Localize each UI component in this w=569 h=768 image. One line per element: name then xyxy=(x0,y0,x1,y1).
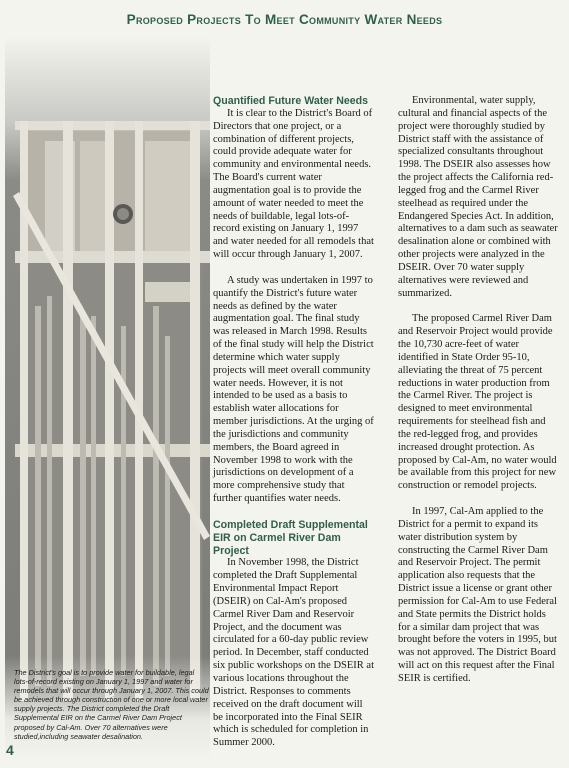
section-heading-draft-seir: Completed Draft Supplemental EIR on Carmel River Dam Project xyxy=(213,518,368,557)
paragraph: The proposed Carmel River Dam and Reservoir Project would provide the 10,730 acre-feet of water identified in State Order 95-10, alleviating the threat of 75 percent reductions in water production from the Carmel River. The project is designed to meet environmental requirements for steelhead fish and the red-legged frog, and provides increased drought protection. As proposed by Cal-Am, no water would be available from this project for new construction or remodel projects. xyxy=(398,313,557,492)
text-column-right xyxy=(398,95,560,699)
page-number: 4 xyxy=(6,742,14,758)
paragraph: It is clear to the District's Board of Directors that one project, or a combination of different projects, could provide adequate water for community and environmental needs. The Board's current water augmentation goal is to provide the amount of water needed to meet the needs of buildable, legal lots-of-record existing on January 1, 1997 and water needed for all remodels that will occur through January 1, 2007. xyxy=(213,107,374,261)
section-heading-future-needs: Quantified Future Water Needs xyxy=(213,95,369,107)
construction-photo xyxy=(5,36,210,761)
paragraph: Environmental, water supply, cultural and financial aspects of the project were thoroughly studied by District staff with the assistance of specialized consultants throughout 1998. The DSEIR also assesses how the project affects the California red-legged frog and the Carmel River steelhead as required under the Endangered Species Act. In addition, alternatives to a dam such as seawater desalination alone or combined with other projects were analyzed in the DSEIR. Over 70 water supply alternatives were reviewed and summarized. xyxy=(398,95,558,299)
paragraph: In 1997, Cal-Am applied to the District for a permit to expand its water distribution system by constructing the Carmel River Dam and Reservoir Project. The permit application also requests that the District issue a license or grant other permission for Cal-Am to use Federal and State permits the District holds for a similar dam project that was brought before the voters in 1995, but was not approved. The District Board will act on this request after the Final SEIR is certified. xyxy=(398,506,557,684)
text-column-left xyxy=(213,95,375,763)
page-title: Proposed Projects To Meet Community Water Needs xyxy=(126,12,443,28)
photo-caption: The District's goal is to provide water for buildable, legal lots-of-record existing on January 1, 1997 and water for remodels that will occur through January 1, 2007. This could be achieved through construction of one or more local water supply projects. The District completed the Draft Supplemental EIR on the Carmel River Dam Project proposed by Cal-Am. Over 70 alternatives were studied,including seawater desalination. xyxy=(14,668,209,741)
paragraph: In November 1998, the District completed the Draft Supplemental Environmental Impact Report (DSEIR) on Cal-Am's proposed Carmel River Dam and Reservoir Project, and the document was circulated for a 60-day public review period. In December, staff conducted six public workshops on the DSEIR at various locations throughout the District. Responses to comments received on the draft document will be incorporated into the Final SEIR which is scheduled for completion in Summer 2000. xyxy=(213,557,374,749)
paragraph: A study was undertaken in 1997 to quantify the District's future water needs as defined by the water augmentation goal. The final study was released in March 1998. Results of the final study will help the District determine which water supply projects will meet overall community water needs. However, it is not intended to be used as a basis to establish water allocations for member jurisdictions. At the urging of the jurisdictions and community members, the Board agreed in November 1998 to work with the jurisdictions on development of a more comprehensive study that further quantifies water needs. xyxy=(213,274,374,505)
